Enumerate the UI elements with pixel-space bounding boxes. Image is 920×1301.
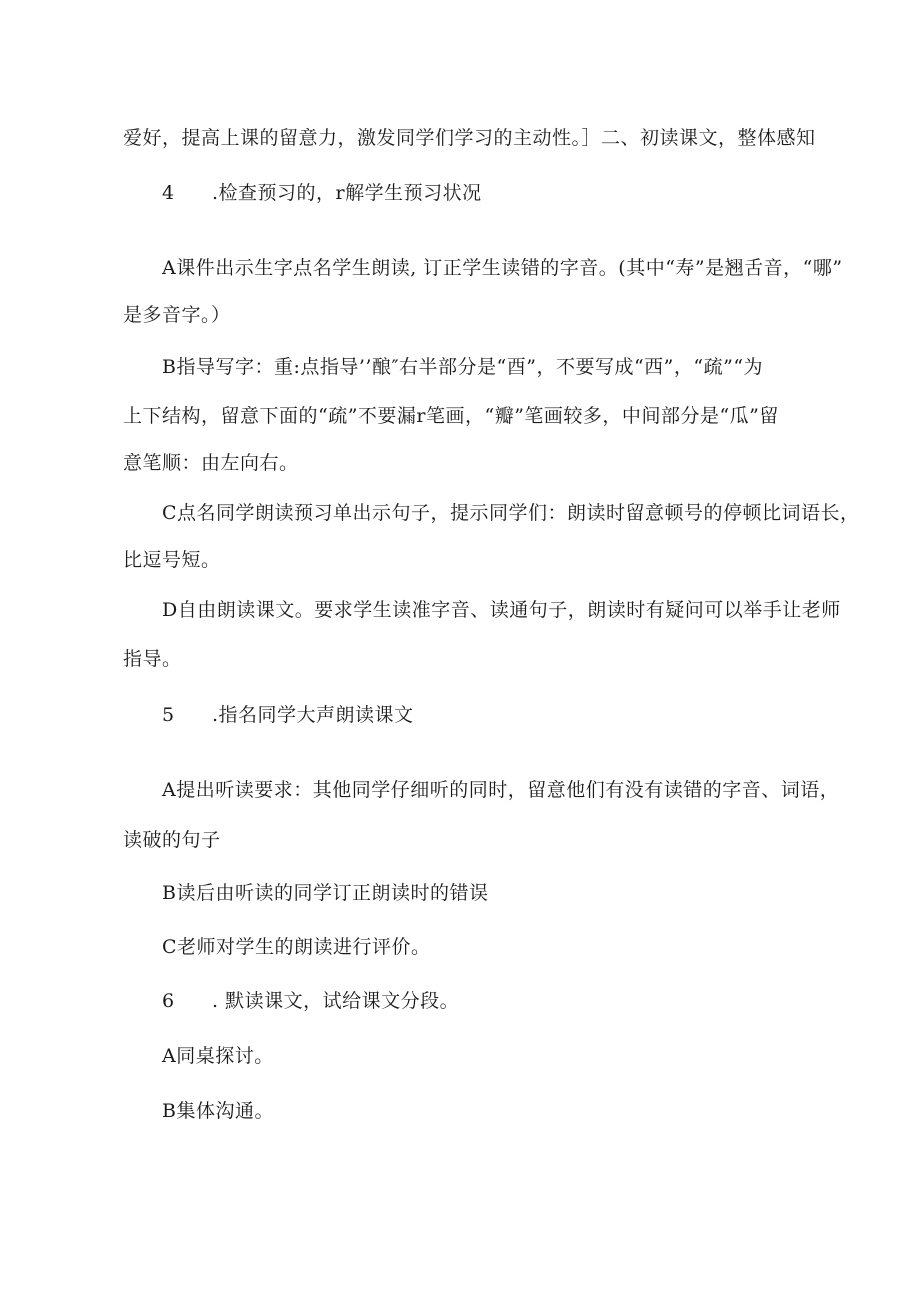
text-line: B集体沟通。 [162,1100,274,1122]
text-line: 读破的句子 [123,829,221,851]
text-line: B指导写字：重:点指导’’酿″右半部分是“酉”，不要写成“西”，“疏”“为 [162,356,764,378]
text-line: C老师对学生的朗读进行评价。 [162,936,431,958]
text-line: 指导。 [123,648,182,670]
section-heading: .检查预习的，r解学生预习状况 [212,182,482,204]
section-number: 5 [162,704,175,726]
text-line: 爱好，提高上课的留意力，激发同学们学习的主动性。］二、初读课文，整体感知 [123,127,816,149]
section-heading: .指名同学大声朗读课文 [212,704,414,726]
text-line: A课件出示生字点名学生朗读, 订正学生读错的字音。(其中“寿”是翘舌音，“哪” [162,257,843,279]
text-line: B读后由听读的同学订正朗读时的错误 [162,882,489,904]
text-line: C点名同学朗读预习单出示句子，提示同学们：朗读时留意顿号的停顿比词语长， [162,502,860,524]
text-line: D自由朗读课文。要求学生读准字音、读通句子，朗读时有疑问可以举手让老师 [162,599,841,621]
text-line: 是多音字。） [123,304,231,326]
text-line: 上下结构，留意下面的“疏”不要漏r笔画，“瓣”笔画较多，中间部分是“瓜”留 [123,405,779,427]
section-number: 6 [162,990,175,1012]
section-heading: . 默读课文，试给课文分段。 [212,990,460,1012]
text-line: A提出听读要求：其他同学仔细听的同时，留意他们有没有读错的字音、词语， [162,779,840,801]
section-number: 4 [162,182,175,204]
text-line: 意笔顺：由左向右。 [123,452,299,474]
text-line: A同桌探讨。 [162,1045,274,1067]
text-line: 比逗号短。 [123,549,221,571]
